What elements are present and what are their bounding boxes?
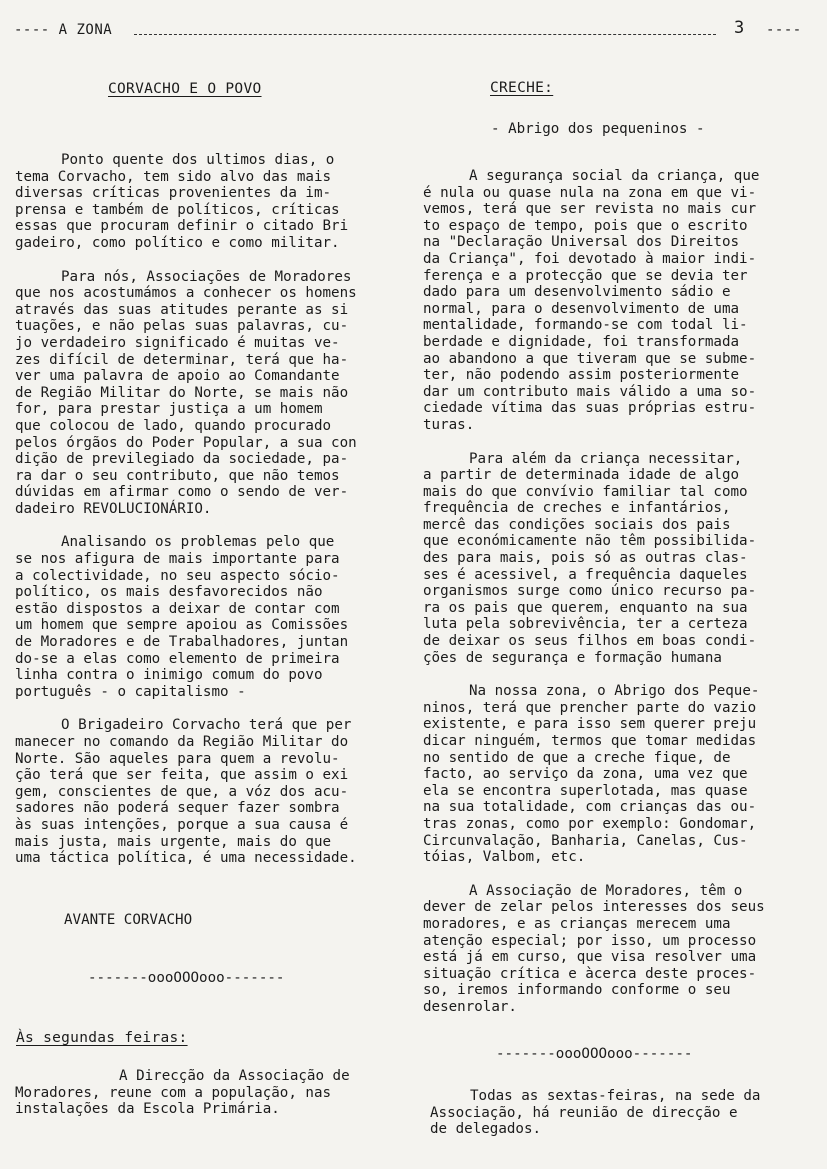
left-closing: AVANTE CORVACHO xyxy=(64,912,193,928)
text-line: às suas intenções, porque a sua causa é xyxy=(15,816,349,833)
right-article-body xyxy=(423,168,823,1033)
text-line: des para mais, pois só as outras clas- xyxy=(423,550,748,567)
text-line: Associação, há reunião de direcção e xyxy=(430,1104,738,1121)
text-line: ninos, terá que prencher parte do vazio xyxy=(423,699,757,716)
text-line: atenção especial; por isso, um processo xyxy=(423,932,757,949)
text-line: Norte. São aqueles para quem a revolu- xyxy=(15,750,340,767)
text-line: facto, ao serviço da zona, uma vez que xyxy=(423,766,748,783)
text-line: da Criança", foi devotado à maior indi- xyxy=(423,250,757,267)
text-line: vemos, terá que ser revista no mais cur xyxy=(423,201,757,218)
page-number: 3 xyxy=(734,18,745,38)
text-line: Moradores, reune com a população, nas xyxy=(15,1084,332,1101)
text-line: pelos órgãos do Poder Popular, a sua con xyxy=(15,434,357,451)
text-line: dicar ninguém, termos que tomar medidas xyxy=(423,733,757,749)
text-line: mais justa, mais urgente, mais do que xyxy=(15,833,332,850)
text-line: Circunvalação, Banharia, Canelas, Cus- xyxy=(423,832,748,849)
text-line: organismos surge como único recurso pa- xyxy=(423,583,757,600)
text-line: de deixar os seus filhos em boas condi- xyxy=(423,633,757,650)
text-line: tras zonas, como por exemplo: Gondomar, xyxy=(423,815,757,832)
text-line: ra dar o seu contributo, que não temos xyxy=(15,467,340,484)
left-notice xyxy=(15,1068,420,1118)
text-line: mais do que convívio familiar tal como xyxy=(423,483,748,500)
text-line: to espaço de tempo, pois que o escrito xyxy=(423,217,748,234)
text-line: turas. xyxy=(423,416,475,433)
right-article-title: CRECHE: xyxy=(490,80,554,96)
paragraph xyxy=(423,883,823,1016)
paragraph xyxy=(423,451,823,667)
text-line: ra os pais que querem, enquanto na sua xyxy=(423,599,748,616)
text-line: situação crítica e àcerca deste proces- xyxy=(423,965,757,982)
text-line: diversas críticas provenientes da im- xyxy=(15,185,332,202)
text-line: mentalidade, formando-se com todal li- xyxy=(423,317,748,334)
text-line: so, iremos informando conforme o seu xyxy=(423,982,731,999)
text-line: Todas as sextas-feiras, na sede da xyxy=(470,1088,761,1104)
text-line: dição de previlegiado da sociedade, pa- xyxy=(15,451,349,468)
text-line: frequência de creches e infantários, xyxy=(423,500,731,517)
text-line: luta pela sobrevivência, ter a certeza xyxy=(423,616,748,633)
text-line: ses é acessivel, a frequência daqueles xyxy=(423,566,748,583)
text-line: Na nossa zona, o Abrigo dos Peque- xyxy=(469,683,760,700)
text-line: gem, conscientes de que, a vóz dos acu- xyxy=(15,783,349,800)
text-line: do-se a elas como elemento de primeira xyxy=(15,650,340,667)
text-line: português - o capitalismo - xyxy=(15,683,246,700)
text-line: sadores não poderá sequer fazer sombra xyxy=(15,800,340,817)
paragraph xyxy=(15,534,420,700)
text-line: Para além da criança necessitar, xyxy=(469,450,743,467)
text-line: dever de zelar pelos interesses dos seus xyxy=(423,899,765,916)
text-line: tema Corvacho, tem sido alvo das mais xyxy=(15,168,332,185)
text-line: de Moradores e de Trabalhadores, juntan xyxy=(15,634,349,651)
text-line: dado para um desenvolvimento sádio e xyxy=(423,284,731,301)
text-line: Ponto quente dos ultimos dias, o xyxy=(61,152,335,168)
text-line: dadeiro REVOLUCIONÁRIO. xyxy=(15,500,212,517)
left-notice-title: Às segundas feiras: xyxy=(16,1030,188,1046)
text-line: ferença e a protecção que se devia ter xyxy=(423,267,748,284)
text-line: a partir de determinada idade de algo xyxy=(423,467,740,484)
text-line: ção terá que ser feita, que assim o exi xyxy=(15,767,349,784)
text-line: que nos acostumámos a conhecer os homens xyxy=(15,285,357,302)
right-article-subtitle: - Abrigo dos pequeninos - xyxy=(491,121,705,137)
text-line: ver uma palavra de apoio ao Comandante xyxy=(15,368,340,385)
left-article-body xyxy=(15,152,420,884)
text-line: dar um contributo mais válido a uma so- xyxy=(423,383,757,400)
text-line: político, os mais desfavorecidos não xyxy=(15,584,323,601)
text-line: de delegados. xyxy=(430,1121,542,1138)
paragraph xyxy=(15,269,420,518)
text-line: ções de segurança e formação humana xyxy=(423,649,722,666)
header-rule xyxy=(134,34,716,35)
text-line: A segurança social da criança, que xyxy=(469,168,760,184)
left-separator: -------oooOOOooo------- xyxy=(88,970,285,986)
page-header xyxy=(14,18,814,38)
text-line: ao abandono a que tiveram que se subme- xyxy=(423,350,757,367)
text-line: prensa e também de políticos, críticas xyxy=(15,201,340,218)
text-line: normal, para o desenvolvimento de uma xyxy=(423,300,740,317)
right-notice xyxy=(430,1088,825,1138)
text-line: instalações da Escola Primária. xyxy=(15,1101,280,1118)
text-line: Analisando os problemas pelo que xyxy=(61,534,335,551)
text-line: um homem que sempre apoiou as Comissões xyxy=(15,617,349,634)
text-line: linha contra o inimigo comum do povo xyxy=(15,667,323,684)
text-line: ciedade vítima das suas próprias estru- xyxy=(423,400,757,417)
text-line: gadeiro, como político e como militar. xyxy=(15,234,340,251)
text-line: de Região Militar do Norte, se mais não xyxy=(15,384,349,401)
header-label: ---- A ZONA xyxy=(14,22,113,38)
text-line: tuações, e não pelas suas palavras, cu- xyxy=(15,318,349,335)
text-line: mercê das condições sociais dos pais xyxy=(423,516,731,533)
header-right-dashes: ---- xyxy=(766,22,802,38)
text-line: zes difícil de determinar, terá que ha- xyxy=(15,351,349,368)
text-line: no sentido de que a creche fique, de xyxy=(423,749,731,766)
text-line: O Brigadeiro Corvacho terá que per xyxy=(61,717,352,734)
left-article-title: CORVACHO E O POVO xyxy=(108,81,262,97)
text-line: tóias, Valbom, etc. xyxy=(423,849,586,866)
right-separator: -------oooOOOooo------- xyxy=(496,1046,693,1062)
text-line: Para nós, Associações de Moradores xyxy=(61,268,352,285)
text-line: a colectividade, no seu aspecto sócio- xyxy=(15,567,340,584)
text-line: A Associação de Moradores, têm o xyxy=(469,882,743,899)
paragraph xyxy=(15,717,420,866)
text-line: dúvidas em afirmar como o sendo de ver- xyxy=(15,484,349,501)
text-line: na sua totalidade, com crianças das ou- xyxy=(423,799,757,816)
text-line: desenrolar. xyxy=(423,998,517,1015)
text-line: jo verdadeiro significado é muitas ve- xyxy=(15,334,340,351)
text-line: é nula ou quase nula na zona em que vi- xyxy=(423,184,757,201)
text-line: berdade e dignidade, foi transformada xyxy=(423,333,740,350)
paragraph xyxy=(423,683,823,866)
text-line: que económicamente não têm possibilida- xyxy=(423,533,757,550)
text-line: estão dispostos a deixar de contar com xyxy=(15,600,340,617)
text-line: através das suas atitudes perante as si xyxy=(15,301,349,318)
text-line: que colocou de lado, quando procurado xyxy=(15,417,332,434)
text-line: ela se encontra superlotada, mas quase xyxy=(423,782,748,799)
text-line: existente, e para isso sem querer preju xyxy=(423,716,757,733)
text-line: uma táctica política, é uma necessidade. xyxy=(15,850,357,867)
paragraph xyxy=(15,152,420,252)
text-line: está já em curso, que visa resolver uma xyxy=(423,949,757,966)
text-line: na "Declaração Universal dos Direitos xyxy=(423,234,740,251)
text-line: for, para prestar justiça a um homem xyxy=(15,401,323,418)
text-line: manecer no comando da Região Militar do xyxy=(15,734,349,750)
text-line: ter, não podendo assim posteriormente xyxy=(423,367,740,384)
text-line: se nos afigura de mais importante para xyxy=(15,551,340,568)
text-line: moradores, e as crianças merecem uma xyxy=(423,915,731,932)
text-line: A Direcção da Associação de xyxy=(119,1068,350,1084)
text-line: essas que procuram definir o citado Bri xyxy=(15,218,349,235)
paragraph xyxy=(423,168,823,434)
